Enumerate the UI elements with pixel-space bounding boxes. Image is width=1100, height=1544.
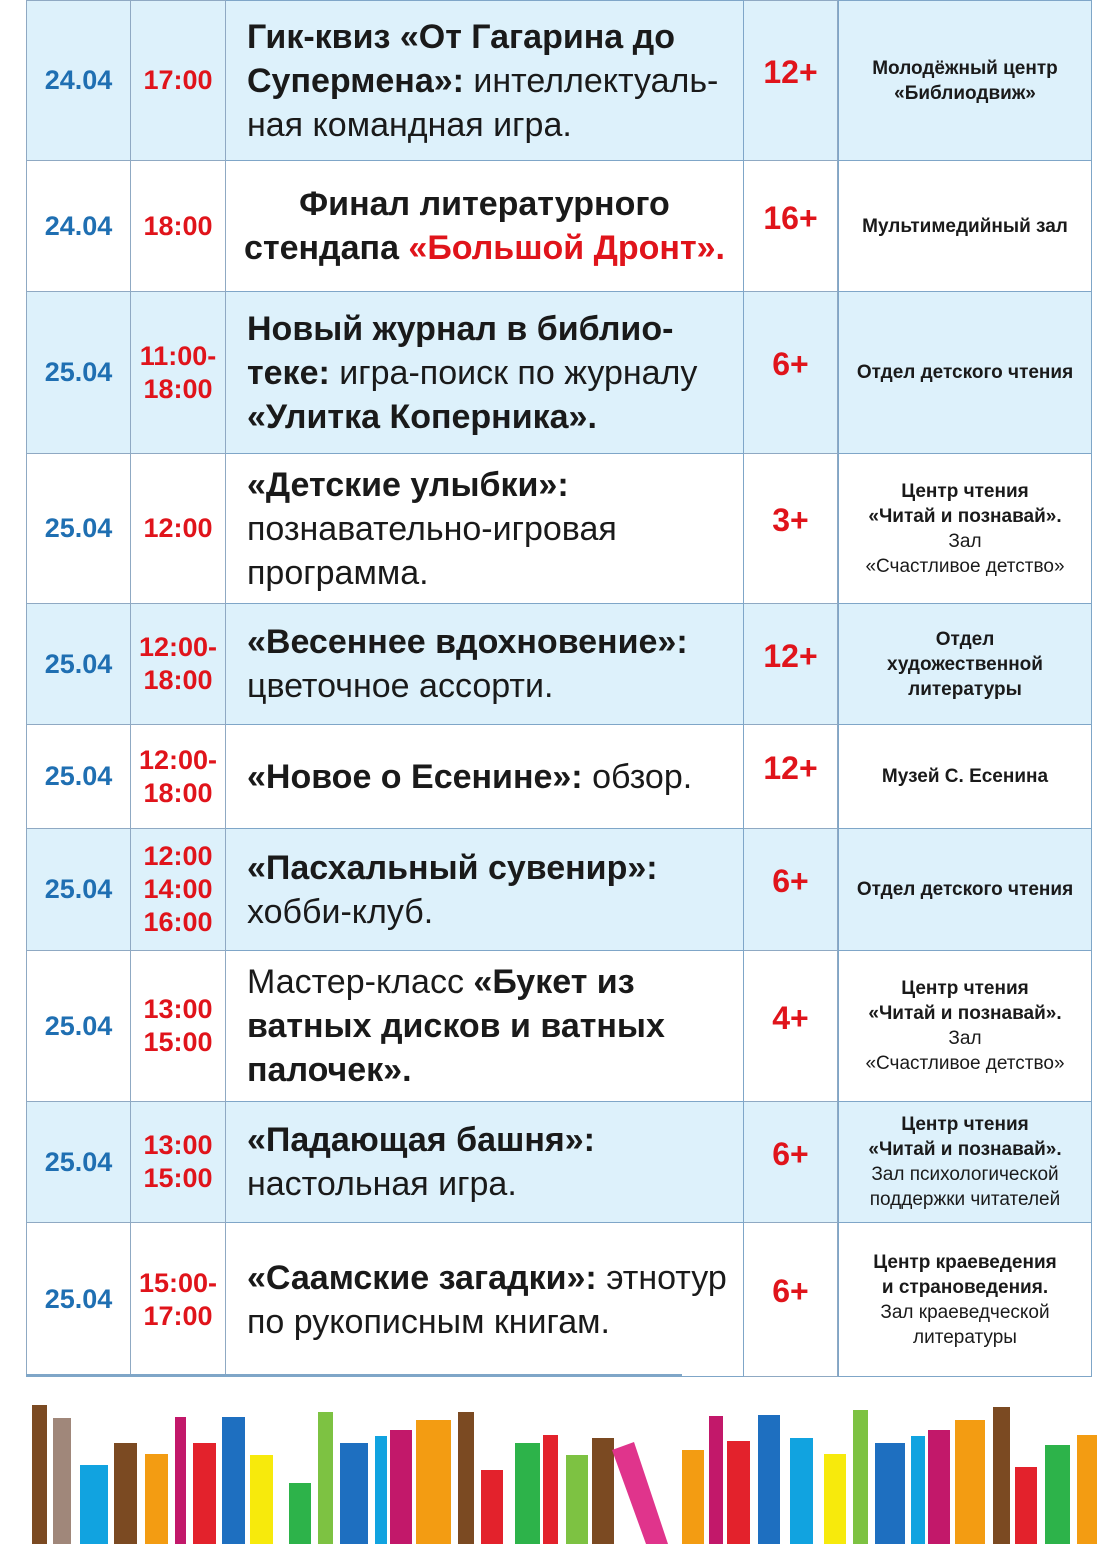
event-title-part: «Улитка Коперника». [247,397,597,436]
event-date: 25.04 [27,604,131,725]
age-rating-label: 3+ [772,502,809,538]
event-title [226,604,744,725]
venue-line: «Счастливое детство» [865,555,1065,577]
book-spine [145,1454,168,1544]
event-title [226,161,744,292]
age-rating [744,951,838,1102]
venue-line: «Читай и познавай». [868,1139,1062,1160]
event-title-part: познавательно-игровая программа. [247,509,617,592]
venue-line: Центр чтения [901,1114,1029,1135]
venue-line: Центр чтения [901,480,1029,502]
event-venue [839,604,1092,725]
event-row [27,725,1092,829]
event-title-part: обзор. [582,757,693,796]
event-title [226,829,744,951]
venue-line: Музей С. Есенина [881,766,1049,787]
book-spine [853,1410,868,1544]
event-time-line: 13:00 [143,1130,213,1160]
book-spine [911,1436,925,1544]
book-spine [318,1412,333,1544]
book-spine-leaning [612,1442,668,1544]
event-title-part: «Весеннее вдохновение»: [247,623,688,661]
event-row [27,1223,1092,1377]
book-spine [114,1443,137,1544]
book-spine [875,1443,905,1544]
age-rating-label: 6+ [772,1135,809,1172]
venue-line: литературы [908,678,1022,700]
event-title-part: «Саамские загадки»: [247,1258,597,1297]
event-date: 25.04 [27,1223,131,1377]
book-spine [222,1417,245,1544]
event-row [27,292,1092,454]
event-title-part: настольная игра. [247,1165,517,1203]
event-time-line: 18:00 [143,665,213,695]
event-title-part: цветочное ассорти. [247,667,554,705]
event-title-part: интеллектуаль-ная командная игра. [247,61,719,144]
book-spine [80,1465,108,1544]
event-title-part: Гик-квиз «От Гагарина до Супермена»: [247,17,676,100]
event-title-part: Мастер-класс [247,963,474,1001]
book-spine [32,1405,47,1544]
event-title [226,1223,744,1377]
book-spine [566,1455,588,1544]
age-rating-label: 6+ [772,863,809,899]
book-spine [340,1443,368,1544]
event-title-part: игра-поиск по журналу [329,353,698,392]
age-rating [744,161,838,292]
venue-line: «Читай и познавай». [868,1003,1062,1024]
event-title [226,951,744,1102]
book-spine [1045,1445,1070,1544]
age-rating-label: 6+ [772,346,809,382]
book-spine [1077,1435,1097,1544]
event-title [226,1,744,161]
book-spine [993,1407,1010,1544]
venue-line: «Счастливое детство» [865,1053,1065,1074]
venue-line: Отдел [935,628,995,650]
age-rating [744,725,838,829]
events-table [26,0,1092,1377]
book-spine [727,1441,750,1544]
event-time-line: 14:00 [143,874,213,904]
event-title-part: «Пасхальный сувенир»: [247,848,658,887]
venue-line: Зал краеведческой [880,1301,1050,1323]
venue-line: «Библиодвиж» [894,82,1036,104]
table-bottom-line [26,1374,682,1377]
event-time-line: 15:00 [143,1163,213,1193]
event-time-line: 11:00- [139,340,217,371]
event-time [131,604,226,725]
book-spine [790,1438,813,1544]
event-row [27,829,1092,951]
event-time-line: 15:00- [138,1267,218,1298]
venue-line: Отдел детского чтения [856,879,1074,900]
book-spine [824,1454,846,1544]
event-title-part: Новый журнал в библио-теке: [247,309,674,392]
event-time-line: 13:00 [143,994,213,1024]
event-time [131,1,226,161]
event-time [131,725,226,829]
event-time-line: 16:00 [143,907,213,937]
event-title-part: этнотур по рукописным книгам. [247,1258,727,1341]
venue-line: поддержки читателей [869,1189,1061,1210]
event-row [27,161,1092,292]
venue-line: Центр краеведения [873,1251,1057,1273]
event-date: 25.04 [27,829,131,951]
book-spine [375,1436,387,1544]
event-row [27,1102,1092,1223]
book-spine [481,1470,503,1544]
event-title-part: хобби-клуб. [247,892,434,931]
venue-line: Центр чтения [901,978,1029,999]
event-time-line: 18:00 [143,373,213,404]
event-venue [839,1,1092,161]
event-row [27,951,1092,1102]
venue-line: Молодёжный центр [872,57,1058,79]
venue-line: Мультимедийный зал [862,215,1068,237]
event-time [131,1223,226,1377]
venue-line: Зал [948,530,982,552]
age-rating [744,1,838,161]
venue-line: Зал [948,1028,982,1049]
event-title-part: «Новое о Есенине»: [247,757,583,796]
event-date: 25.04 [27,454,131,604]
event-title-part: «Детские улыбки»: [247,465,569,504]
venue-line: Зал психологической [871,1164,1059,1185]
book-spine [543,1435,558,1544]
venue-line: и страноведения. [881,1276,1049,1298]
event-time-line: 17:00 [143,1300,213,1331]
book-spine [416,1420,451,1544]
book-spine [289,1483,311,1544]
age-rating [744,1223,838,1377]
event-title-part: «Большой Дронт». [408,229,725,267]
event-date: 24.04 [27,161,131,292]
event-title [226,1102,744,1223]
event-time-line: 18:00 [143,210,213,241]
book-spine [390,1430,412,1544]
event-time-line: 12:00- [138,744,218,775]
event-time [131,161,226,292]
event-title [226,454,744,604]
event-title-part: «Букет из ватных дисков и ватных палочек». [247,963,665,1089]
event-venue [839,454,1092,604]
event-venue [839,1223,1092,1377]
book-spine [193,1443,216,1544]
event-time [131,951,226,1102]
book-spine [250,1455,273,1544]
age-rating [744,829,838,951]
event-date: 25.04 [27,951,131,1102]
event-title-part: Финал литературного стендапа [244,185,670,267]
event-row [27,1,1092,161]
age-rating-label: 6+ [772,1273,809,1309]
book-spine [758,1415,780,1544]
age-rating-label: 16+ [763,199,818,236]
event-time-line: 18:00 [143,777,213,808]
event-venue [839,951,1092,1102]
event-venue [839,1102,1092,1223]
age-rating [744,604,838,725]
age-rating-label: 12+ [763,637,818,674]
event-time-line: 17:00 [143,65,213,95]
book-spine [53,1418,71,1544]
event-time [131,292,226,454]
book-spine [592,1438,614,1544]
age-rating [744,1102,838,1223]
event-venue [839,161,1092,292]
event-row [27,604,1092,725]
event-date: 25.04 [27,292,131,454]
book-spine [1015,1467,1037,1544]
event-time-line: 12:00- [138,632,218,662]
age-rating-label: 4+ [772,999,809,1036]
event-time-line: 12:00 [143,841,213,871]
bookshelf-decoration [0,1390,1100,1544]
age-rating [744,454,838,604]
book-spine [175,1417,186,1544]
venue-line: «Читай и познавай». [868,505,1062,527]
event-date: 25.04 [27,725,131,829]
event-venue [839,292,1092,454]
event-time [131,829,226,951]
event-time-line: 12:00 [143,513,213,543]
age-rating-label: 12+ [763,750,818,786]
event-venue [839,725,1092,829]
event-title-part: «Падающая башня»: [247,1121,595,1159]
venue-line: литературы [913,1326,1017,1348]
event-date: 24.04 [27,1,131,161]
event-venue [839,829,1092,951]
event-date: 25.04 [27,1102,131,1223]
event-time-line: 15:00 [143,1027,213,1057]
venue-line: Отдел детского чтения [856,362,1074,383]
book-spine [682,1450,704,1544]
event-time [131,454,226,604]
event-row [27,454,1092,604]
book-spine [709,1416,723,1544]
event-time [131,1102,226,1223]
book-spine [515,1443,540,1544]
age-rating-label: 12+ [763,54,818,90]
book-spine [955,1420,985,1544]
venue-line: художественной [887,653,1043,675]
book-spine [458,1412,474,1544]
event-title [226,292,744,454]
age-rating [744,292,838,454]
book-spine [928,1430,950,1544]
event-title [226,725,744,829]
